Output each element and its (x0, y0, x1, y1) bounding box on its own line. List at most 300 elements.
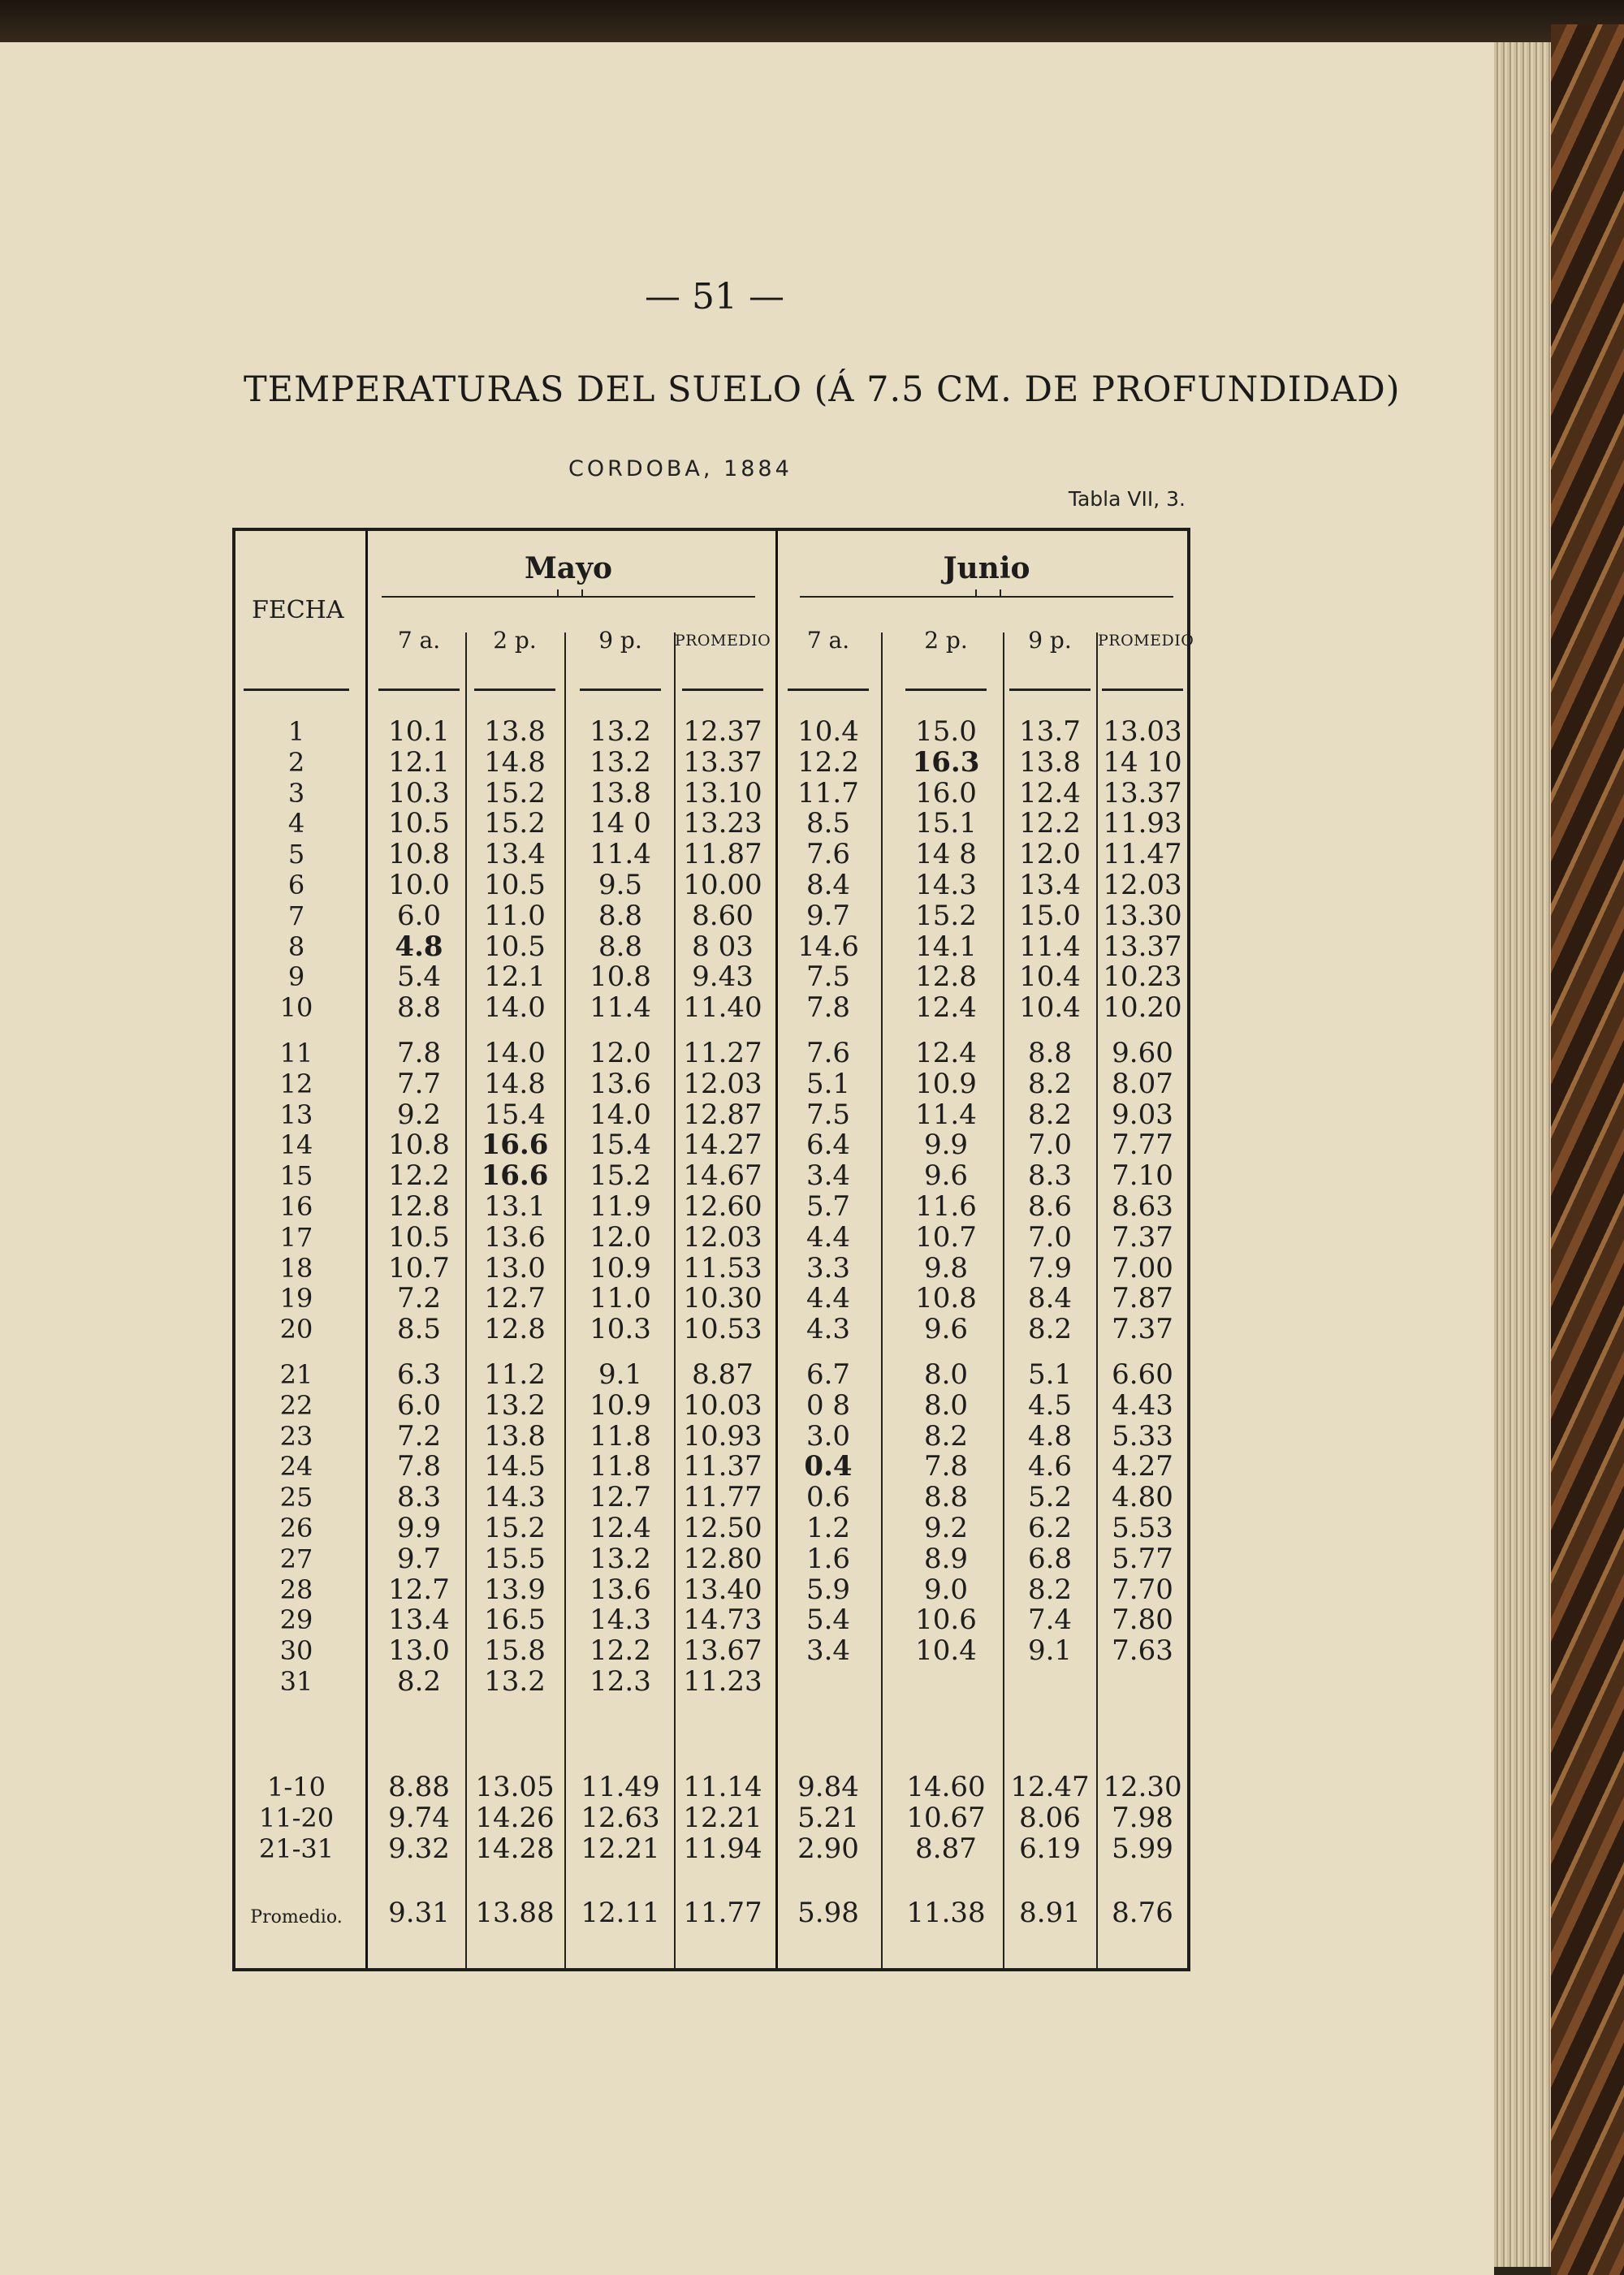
value-cell: 14.3 (915, 869, 977, 901)
value-cell: 6.0 (396, 899, 442, 932)
value-cell: 15.0 (1019, 899, 1081, 932)
value-cell: 8.2 (1027, 1098, 1073, 1131)
value-cell: 14.27 (683, 1129, 762, 1162)
column-divider (465, 632, 467, 1968)
value-cell: 9.9 (923, 1129, 969, 1162)
header-rule (244, 689, 349, 691)
value-cell: 10.53 (683, 1313, 762, 1346)
value-cell: 8.2 (396, 1665, 442, 1698)
value-cell: 7.9 (1027, 1251, 1073, 1284)
value-cell: 13.6 (590, 1573, 651, 1606)
value-cell: 11.9 (590, 1190, 651, 1223)
value-cell: 8.8 (923, 1481, 969, 1514)
value-cell: 8.8 (396, 991, 442, 1025)
value-cell: 9.6 (923, 1313, 969, 1346)
header-rule (378, 689, 460, 691)
value-cell: 12.21 (683, 1801, 762, 1834)
value-cell: 14.28 (475, 1832, 555, 1865)
value-cell: 10.93 (683, 1419, 762, 1453)
value-cell: 3.4 (806, 1159, 851, 1193)
value-cell: 8.4 (806, 869, 851, 901)
value-cell: 12.21 (581, 1832, 660, 1865)
value-cell: 13.1 (484, 1190, 546, 1223)
date-cell: 24 (279, 1451, 313, 1483)
date-cell: 13 (279, 1099, 313, 1130)
value-cell: 10.9 (590, 1251, 651, 1284)
value-cell: 0.4 (804, 1450, 853, 1483)
value-cell: 1.6 (806, 1542, 851, 1575)
date-cell: 14 (279, 1129, 313, 1161)
column-divider (1003, 632, 1004, 1968)
value-cell: 5.1 (806, 1067, 851, 1100)
value-cell: 11.40 (683, 991, 762, 1025)
value-cell: 15.4 (590, 1129, 651, 1162)
value-cell: 11.8 (590, 1419, 651, 1453)
value-cell: 5.21 (797, 1801, 859, 1834)
header-rule (1102, 689, 1183, 691)
value-cell: 6.7 (806, 1358, 851, 1391)
value-cell: 8.2 (923, 1419, 969, 1453)
date-cell: 1 (287, 716, 305, 747)
value-cell: 13.0 (388, 1634, 450, 1668)
value-cell: 13.2 (590, 745, 651, 779)
column-header: 7 a. (806, 627, 850, 654)
value-cell: 8.91 (1019, 1897, 1081, 1929)
value-cell: 10.5 (484, 930, 546, 963)
value-cell: 14.60 (906, 1771, 986, 1803)
summary-label: 1-10 (267, 1772, 326, 1802)
value-cell: 5.9 (806, 1573, 851, 1606)
date-cell: 20 (279, 1314, 313, 1345)
value-cell: 14.5 (484, 1450, 546, 1483)
column-divider (881, 632, 883, 1968)
value-cell: 12.60 (683, 1190, 762, 1223)
value-cell: 10.9 (590, 1388, 651, 1422)
location-year: CORDOBA, 1884 (568, 456, 793, 481)
value-cell: 13.0 (484, 1251, 546, 1284)
value-cell: 12.03 (1103, 869, 1182, 901)
value-cell: 4.4 (806, 1220, 851, 1254)
marbled-cover-edge (1551, 24, 1624, 2275)
value-cell: 10.23 (1103, 961, 1182, 994)
value-cell: 13.2 (590, 1542, 651, 1575)
value-cell: 15.2 (484, 1512, 546, 1544)
value-cell: 12.63 (581, 1801, 660, 1834)
date-cell: 2 (287, 746, 305, 778)
value-cell: 14.8 (484, 745, 546, 779)
column-divider (564, 632, 566, 1968)
value-cell: 2.90 (797, 1832, 859, 1865)
date-cell: 3 (287, 777, 305, 809)
value-cell: 11.14 (683, 1771, 762, 1803)
value-cell: 9.0 (923, 1573, 969, 1606)
value-cell: 5.2 (1027, 1481, 1073, 1514)
value-cell: 7.10 (1112, 1159, 1173, 1193)
value-cell: 10.20 (1103, 991, 1182, 1025)
value-cell: 12.4 (915, 1037, 977, 1069)
value-cell: 14.6 (797, 930, 859, 963)
value-cell: 10.4 (915, 1634, 977, 1668)
column-header: 2 p. (493, 627, 537, 654)
value-cell: 10.3 (388, 776, 450, 809)
header-rule (1009, 689, 1091, 691)
header-rule (580, 689, 661, 691)
value-cell: 8 03 (692, 930, 754, 963)
value-cell: 9.9 (396, 1512, 442, 1544)
value-cell: 7.0 (1027, 1129, 1073, 1162)
value-cell: 10.00 (683, 869, 762, 901)
value-cell: 12.2 (797, 745, 859, 779)
value-cell: 9.1 (1027, 1634, 1073, 1668)
column-header: 9 p. (598, 627, 642, 654)
value-cell: 16.0 (915, 776, 977, 809)
value-cell: 14.0 (590, 1098, 651, 1131)
value-cell: 15.5 (484, 1542, 546, 1575)
value-cell: 13.37 (683, 745, 762, 779)
value-cell: 0.6 (806, 1481, 851, 1514)
value-cell: 13.37 (1103, 930, 1182, 963)
value-cell: 3.0 (806, 1419, 851, 1453)
value-cell: 10.30 (683, 1282, 762, 1315)
value-cell: 7.6 (806, 838, 851, 871)
value-cell: 15.4 (484, 1098, 546, 1131)
value-cell: 13.30 (1103, 899, 1182, 932)
value-cell: 9.8 (923, 1251, 969, 1284)
value-cell: 16.3 (912, 745, 980, 779)
value-cell: 14 0 (590, 807, 651, 840)
value-cell: 9.84 (797, 1771, 859, 1803)
value-cell: 13.4 (484, 838, 546, 871)
date-cell: 6 (287, 870, 305, 900)
value-cell: 6.4 (806, 1129, 851, 1162)
header-rule (905, 689, 987, 691)
value-cell: 16.6 (481, 1129, 549, 1162)
value-cell: 14.26 (475, 1801, 555, 1834)
value-cell: 11.4 (1019, 930, 1081, 963)
value-cell: 12.7 (484, 1282, 546, 1315)
value-cell: 5.33 (1112, 1419, 1173, 1453)
value-cell: 7.00 (1112, 1251, 1173, 1284)
value-cell: 4.6 (1027, 1450, 1073, 1483)
value-cell: 8.2 (1027, 1313, 1073, 1346)
value-cell: 10.4 (797, 715, 859, 748)
value-cell: 5.99 (1112, 1832, 1173, 1865)
value-cell: 9.1 (598, 1358, 643, 1391)
value-cell: 13.40 (683, 1573, 762, 1606)
value-cell: 15.2 (590, 1159, 651, 1193)
value-cell: 8.60 (692, 899, 754, 932)
month-header-junio: Junio (943, 551, 1030, 585)
value-cell: 13.8 (1019, 745, 1081, 779)
column-divider (775, 531, 778, 1968)
date-cell: 4 (287, 808, 305, 840)
value-cell: 8.8 (598, 899, 643, 932)
book-top-edge (0, 0, 1624, 49)
column-header: PROMEDIO (674, 632, 771, 650)
value-cell: 8.5 (396, 1313, 442, 1346)
value-cell: 6.19 (1019, 1832, 1081, 1865)
value-cell: 11.77 (683, 1897, 762, 1929)
value-cell: 10.8 (388, 1129, 450, 1162)
value-cell: 8.8 (598, 930, 643, 963)
value-cell: 12.8 (484, 1313, 546, 1346)
value-cell: 4.3 (806, 1313, 851, 1346)
table-reference: Tabla VII, 3. (1068, 487, 1186, 511)
column-header: 2 p. (924, 627, 968, 654)
value-cell: 15.2 (484, 807, 546, 840)
value-cell: 11.53 (683, 1251, 762, 1284)
value-cell: 12.80 (683, 1542, 762, 1575)
value-cell: 9.2 (396, 1098, 442, 1131)
value-cell: 16.6 (481, 1159, 549, 1193)
value-cell: 5.77 (1112, 1542, 1173, 1575)
value-cell: 8.87 (915, 1832, 977, 1865)
date-cell: 11 (279, 1038, 313, 1068)
date-cell: 8 (287, 930, 305, 962)
value-cell: 7.2 (396, 1282, 442, 1315)
column-header: 7 a. (397, 627, 441, 654)
value-cell: 4.27 (1112, 1450, 1173, 1483)
date-cell: 10 (279, 992, 313, 1024)
value-cell: 14 10 (1103, 745, 1182, 779)
value-cell: 12.7 (590, 1481, 651, 1514)
value-cell: 1.2 (806, 1512, 851, 1544)
value-cell: 10.3 (590, 1313, 651, 1346)
value-cell: 4.8 (1027, 1419, 1073, 1453)
value-cell: 12.2 (388, 1159, 450, 1193)
value-cell: 12.8 (915, 961, 977, 994)
value-cell: 9.7 (806, 899, 851, 932)
value-cell: 11.0 (484, 899, 546, 932)
value-cell: 12.4 (1019, 776, 1081, 809)
value-cell: 9.2 (923, 1512, 969, 1544)
value-cell: 13.10 (683, 776, 762, 809)
value-cell: 13.03 (1103, 715, 1182, 748)
summary-label: 11-20 (258, 1802, 335, 1833)
value-cell: 12.30 (1103, 1771, 1182, 1803)
fecha-header: FECHA (252, 596, 344, 624)
value-cell: 9.60 (1112, 1037, 1173, 1069)
temperature-table (232, 528, 1194, 1971)
value-cell: 12.2 (1019, 807, 1081, 840)
value-cell: 7.37 (1112, 1313, 1173, 1346)
value-cell: 6.2 (1027, 1512, 1073, 1544)
value-cell: 8.6 (1027, 1190, 1073, 1223)
value-cell: 12.03 (683, 1067, 762, 1100)
value-cell: 14.73 (683, 1604, 762, 1637)
value-cell: 7.6 (806, 1037, 851, 1069)
value-cell: 11.23 (683, 1665, 762, 1698)
value-cell: 11.6 (915, 1190, 977, 1223)
value-cell: 6.60 (1112, 1358, 1173, 1391)
date-cell: 9 (287, 961, 305, 993)
value-cell: 13.2 (484, 1388, 546, 1422)
value-cell: 10.8 (915, 1282, 977, 1315)
value-cell: 14.3 (590, 1604, 651, 1637)
value-cell: 11.38 (906, 1897, 986, 1929)
value-cell: 4.80 (1112, 1481, 1173, 1514)
value-cell: 13.2 (484, 1665, 546, 1698)
value-cell: 13.4 (388, 1604, 450, 1637)
value-cell: 7.37 (1112, 1220, 1173, 1254)
value-cell: 7.77 (1112, 1129, 1173, 1162)
value-cell: 9.43 (692, 961, 754, 994)
value-cell: 5.4 (806, 1604, 851, 1637)
value-cell: 10.67 (906, 1801, 986, 1834)
value-cell: 5.98 (797, 1897, 859, 1929)
value-cell: 12.1 (388, 745, 450, 779)
value-cell: 12.4 (915, 991, 977, 1025)
date-cell: 15 (279, 1160, 313, 1192)
value-cell: 8.76 (1112, 1897, 1173, 1929)
value-cell: 11.27 (683, 1037, 762, 1069)
value-cell: 10.6 (915, 1604, 977, 1637)
value-cell: 15.1 (915, 807, 977, 840)
value-cell: 7.7 (396, 1067, 442, 1100)
value-cell: 10.5 (484, 869, 546, 901)
value-cell: 14.0 (484, 1037, 546, 1069)
value-cell: 9.32 (388, 1832, 450, 1865)
value-cell: 11.94 (683, 1832, 762, 1865)
value-cell: 4.4 (806, 1282, 851, 1315)
date-cell: 29 (279, 1604, 313, 1636)
value-cell: 15.8 (484, 1634, 546, 1668)
value-cell: 11.4 (590, 991, 651, 1025)
value-cell: 12.3 (590, 1665, 651, 1698)
value-cell: 8.5 (806, 807, 851, 840)
value-cell: 12.47 (1010, 1771, 1090, 1803)
value-cell: 10.03 (683, 1388, 762, 1422)
value-cell: 8.88 (388, 1771, 450, 1803)
date-cell: 16 (279, 1191, 313, 1222)
value-cell: 5.1 (1027, 1358, 1073, 1391)
value-cell: 7.87 (1112, 1282, 1173, 1315)
date-cell: 28 (279, 1574, 313, 1605)
date-cell: 31 (279, 1666, 313, 1697)
date-cell: 7 (287, 900, 305, 931)
value-cell: 11.8 (590, 1450, 651, 1483)
value-cell: 12.37 (683, 715, 762, 748)
summary-label: Promedio. (250, 1907, 343, 1927)
value-cell: 16.5 (484, 1604, 546, 1637)
value-cell: 13.05 (475, 1771, 555, 1803)
value-cell: 11.37 (683, 1450, 762, 1483)
date-cell: 26 (279, 1513, 313, 1543)
page-stack-edge (1494, 42, 1559, 2267)
value-cell: 15.2 (484, 776, 546, 809)
value-cell: 8.0 (923, 1388, 969, 1422)
value-cell: 11.87 (683, 838, 762, 871)
value-cell: 12.11 (581, 1897, 660, 1929)
value-cell: 7.4 (1027, 1604, 1073, 1637)
header-rule (474, 689, 555, 691)
value-cell: 14.1 (915, 930, 977, 963)
value-cell: 13.23 (683, 807, 762, 840)
value-cell: 0 8 (806, 1388, 851, 1422)
value-cell: 6.3 (396, 1358, 442, 1391)
value-cell: 15.2 (915, 899, 977, 932)
value-cell: 7.0 (1027, 1220, 1073, 1254)
value-cell: 6.8 (1027, 1542, 1073, 1575)
value-cell: 11.4 (590, 838, 651, 871)
value-cell: 10.0 (388, 869, 450, 901)
value-cell: 10.9 (915, 1067, 977, 1100)
value-cell: 12.87 (683, 1098, 762, 1131)
value-cell: 13.7 (1019, 715, 1081, 748)
value-cell: 7.2 (396, 1419, 442, 1453)
month-header-mayo: Mayo (524, 551, 613, 585)
value-cell: 7.8 (396, 1450, 442, 1483)
date-cell: 21 (279, 1359, 313, 1390)
date-cell: 17 (279, 1221, 313, 1253)
value-cell: 5.53 (1112, 1512, 1173, 1544)
value-cell: 8.63 (1112, 1190, 1173, 1223)
value-cell: 10.4 (1019, 991, 1081, 1025)
value-cell: 13.8 (484, 715, 546, 748)
value-cell: 10.1 (388, 715, 450, 748)
value-cell: 7.70 (1112, 1573, 1173, 1606)
date-cell: 27 (279, 1543, 313, 1574)
value-cell: 3.4 (806, 1634, 851, 1668)
date-cell: 19 (279, 1283, 313, 1314)
value-cell: 9.31 (388, 1897, 450, 1929)
value-cell: 8.2 (1027, 1573, 1073, 1606)
value-cell: 13.4 (1019, 869, 1081, 901)
value-cell: 6.0 (396, 1388, 442, 1422)
date-cell: 22 (279, 1389, 313, 1421)
value-cell: 9.5 (598, 869, 643, 901)
value-cell: 14 8 (915, 838, 977, 871)
value-cell: 12.2 (590, 1634, 651, 1668)
value-cell: 10.8 (388, 838, 450, 871)
date-cell: 18 (279, 1252, 313, 1284)
value-cell: 11.77 (683, 1481, 762, 1514)
date-cell: 30 (279, 1635, 313, 1667)
brace-junio (800, 596, 1173, 606)
value-cell: 12.1 (484, 961, 546, 994)
header-rule (788, 689, 869, 691)
value-cell: 8.2 (1027, 1067, 1073, 1100)
value-cell: 14.0 (484, 991, 546, 1025)
column-header: 9 p. (1028, 627, 1072, 654)
value-cell: 7.5 (806, 961, 851, 994)
value-cell: 11.0 (590, 1282, 651, 1315)
value-cell: 8.07 (1112, 1067, 1173, 1100)
value-cell: 7.8 (806, 991, 851, 1025)
value-cell: 12.0 (590, 1220, 651, 1254)
page-title: TEMPERATURAS DEL SUELO (Á 7.5 CM. DE PROFUNDIDAD) (244, 369, 1401, 410)
value-cell: 14.3 (484, 1481, 546, 1514)
summary-label: 21-31 (258, 1833, 335, 1864)
value-cell: 11.93 (1103, 807, 1182, 840)
value-cell: 3.3 (806, 1251, 851, 1284)
value-cell: 13.8 (484, 1419, 546, 1453)
value-cell: 7.5 (806, 1098, 851, 1131)
value-cell: 11.49 (581, 1771, 660, 1803)
value-cell: 7.8 (396, 1037, 442, 1069)
value-cell: 7.98 (1112, 1801, 1173, 1834)
date-cell: 12 (279, 1068, 313, 1099)
value-cell: 9.6 (923, 1159, 969, 1193)
date-cell: 25 (279, 1482, 313, 1513)
value-cell: 7.80 (1112, 1604, 1173, 1637)
value-cell: 10.4 (1019, 961, 1081, 994)
value-cell: 13.2 (590, 715, 651, 748)
value-cell: 7.63 (1112, 1634, 1173, 1668)
value-cell: 12.7 (388, 1573, 450, 1606)
value-cell: 13.6 (590, 1067, 651, 1100)
value-cell: 5.7 (806, 1190, 851, 1223)
